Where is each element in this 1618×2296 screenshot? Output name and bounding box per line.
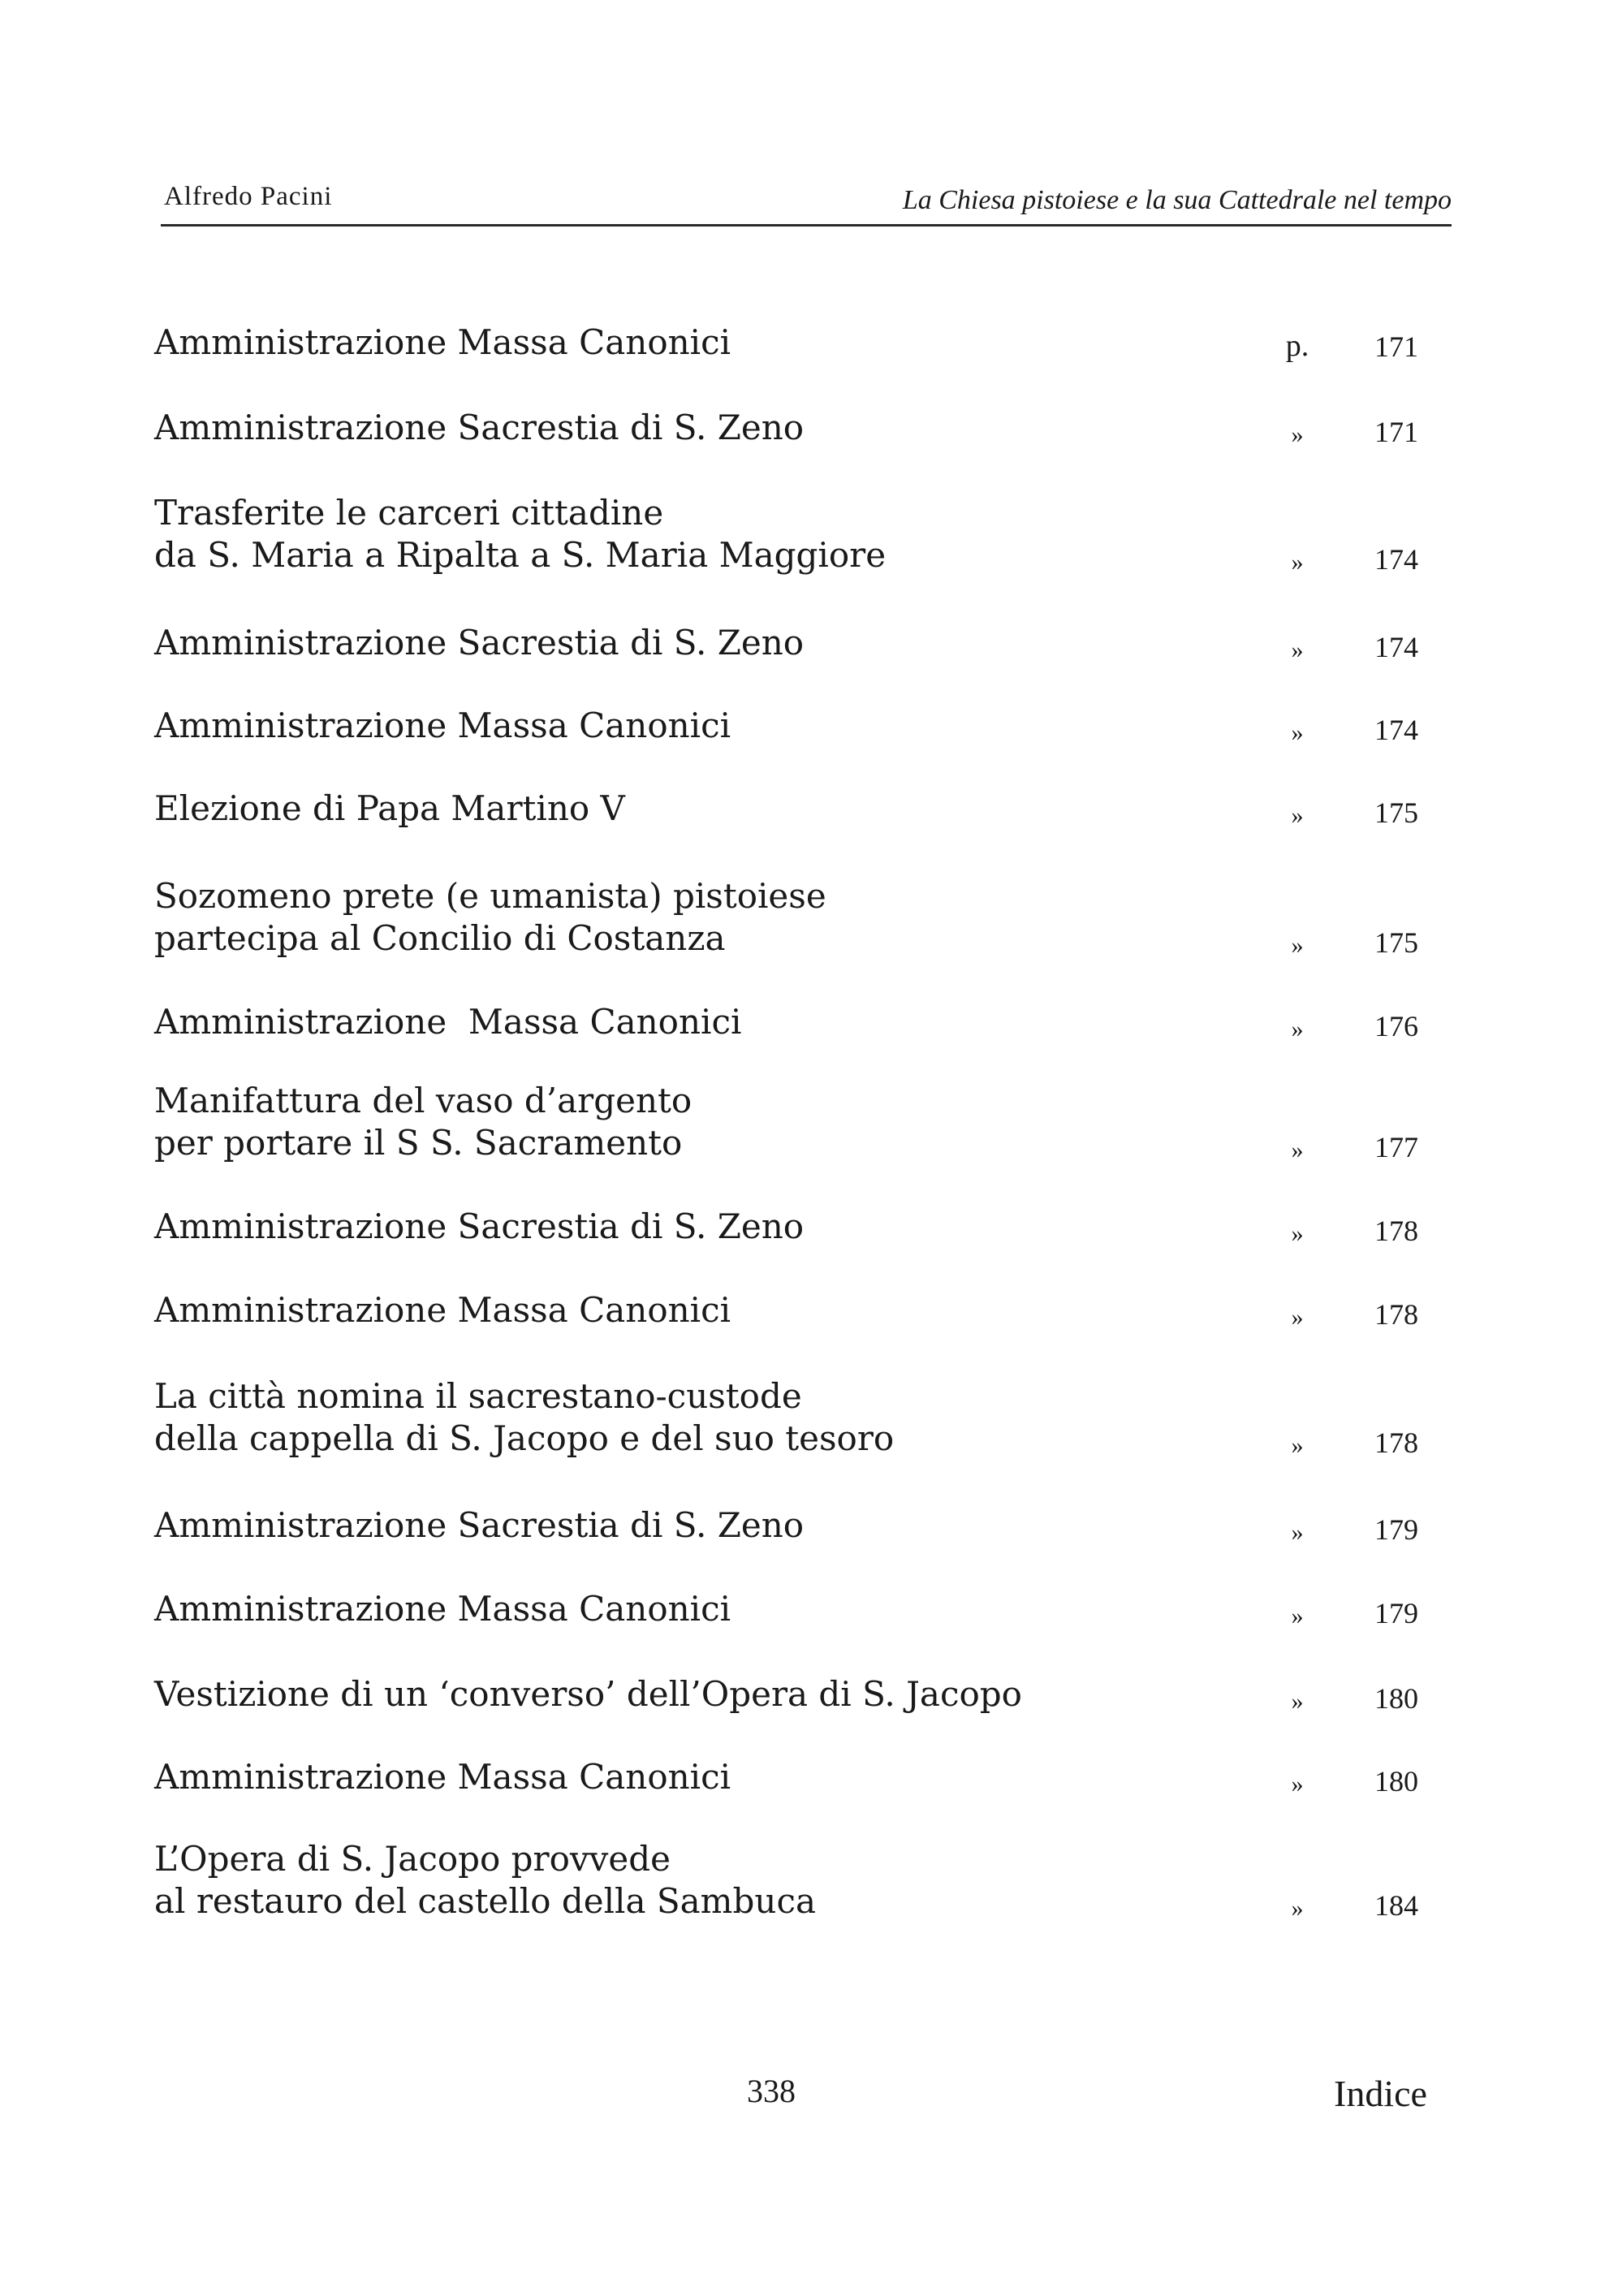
entry-page-marker: » (1291, 802, 1304, 829)
running-header (161, 179, 1452, 227)
entry-page-number: 179 (1374, 1513, 1418, 1546)
entry-page-number: 171 (1374, 416, 1418, 448)
entry-title-line: partecipa al Concilio di Costanza (154, 918, 726, 958)
index-entry (154, 266, 1453, 364)
index-entry (154, 1449, 1453, 1547)
entry-title (154, 492, 886, 576)
entry-page-marker: » (1291, 637, 1304, 663)
index-entry (154, 1825, 1453, 1923)
entry-page-marker: » (1291, 1519, 1304, 1546)
entry-title-line: Amministrazione Massa Canonici (154, 322, 731, 362)
entry-title-line: Trasferite le carceri cittadine (154, 493, 664, 533)
entry-title (154, 407, 804, 449)
page-number: 338 (747, 2073, 796, 2109)
entry-page-marker: p. (1285, 329, 1310, 363)
index-entry (154, 1067, 1453, 1164)
entry-page-marker: » (1291, 932, 1304, 959)
entry-title-line: Manifattura del vaso d’argento (154, 1081, 693, 1120)
entry-page-marker: » (1291, 1603, 1304, 1629)
entry-title-line: Sozomeno prete (e umanista) pistoiese (154, 876, 826, 916)
entry-title (154, 1375, 894, 1460)
entry-page-marker: » (1291, 1220, 1304, 1247)
entry-title-line: per portare il S S. Sacramento (154, 1123, 683, 1163)
entry-page-number: 174 (1374, 543, 1418, 576)
index-entry (154, 1150, 1453, 1248)
entry-title (154, 1838, 816, 1923)
entry-title-line: Amministrazione Sacrestia di S. Zeno (154, 623, 805, 662)
entry-page-number: 180 (1374, 1765, 1418, 1798)
entry-page-number: 178 (1374, 1298, 1418, 1331)
entry-page-number: 180 (1374, 1682, 1418, 1715)
entry-title (154, 1289, 731, 1331)
entry-title-line: Amministrazione Massa Canonici (154, 706, 731, 745)
entry-title-line: La città nomina il sacrestano-custode (154, 1376, 802, 1416)
entry-page-number: 178 (1374, 1215, 1418, 1247)
entry-page-marker: » (1291, 1304, 1304, 1331)
entry-page-number: 175 (1374, 796, 1418, 829)
entry-title (154, 1756, 731, 1798)
entry-title-line: Amministrazione Massa Canonici (154, 1757, 731, 1797)
section-label: Indice (1334, 2073, 1427, 2114)
index-entry (154, 1533, 1453, 1630)
header-title: La Chiesa pistoiese e la sua Cattedrale nel tempo (902, 185, 1452, 215)
index-entry (154, 946, 1453, 1043)
entry-page-marker: » (1291, 719, 1304, 746)
entry-title-line: Amministrazione Massa Canonici (154, 1002, 742, 1042)
entry-title-line: Amministrazione Massa Canonici (154, 1589, 731, 1629)
entry-page-marker: » (1291, 1432, 1304, 1459)
entry-title-line: L’Opera di S. Jacopo provvede (154, 1839, 671, 1879)
entry-title-line: della cappella di S. Jacopo e del suo tesoro (154, 1418, 895, 1458)
entry-page-marker: » (1291, 1016, 1304, 1042)
index-entry (154, 479, 1453, 576)
entry-page-number: 176 (1374, 1010, 1418, 1042)
entry-title-line: Amministrazione Massa Canonici (154, 1290, 731, 1330)
entry-page-marker: » (1291, 549, 1304, 576)
index-entry (154, 352, 1453, 449)
entry-page-number: 175 (1374, 926, 1418, 959)
entry-page-number: 184 (1374, 1889, 1418, 1922)
entry-title-line: Elezione di Papa Martino V (154, 788, 625, 828)
entry-title-line: Vestizione di un ‘converso’ dell’Opera di S. Jacopo (154, 1674, 1022, 1714)
entry-page-number: 179 (1374, 1597, 1418, 1629)
entry-page-marker: » (1291, 421, 1304, 448)
entry-title-line: da S. Maria a Ripalta a S. Maria Maggiore (154, 535, 887, 575)
entry-page-marker: » (1291, 1688, 1304, 1715)
entry-title-line: Amministrazione Sacrestia di S. Zeno (154, 1206, 805, 1246)
entry-page-number: 174 (1374, 714, 1418, 746)
index-entry (154, 862, 1453, 960)
index-entry (154, 1701, 1453, 1798)
entry-page-marker: » (1291, 1771, 1304, 1798)
index-entry (154, 1234, 1453, 1331)
entry-title-line: Amministrazione Sacrestia di S. Zeno (154, 408, 805, 447)
entry-page-number: 174 (1374, 631, 1418, 663)
entry-page-number: 178 (1374, 1426, 1418, 1459)
entry-title (154, 788, 625, 830)
entry-title-line: Amministrazione Sacrestia di S. Zeno (154, 1505, 805, 1545)
header-author: Alfredo Pacini (164, 182, 333, 211)
entry-page-marker: » (1291, 1137, 1304, 1163)
entry-page-number: 171 (1374, 330, 1418, 363)
entry-title (154, 1001, 741, 1043)
entry-page-number: 177 (1374, 1131, 1418, 1163)
entry-title-line: al restauro del castello della Sambuca (154, 1881, 817, 1921)
index-entry (154, 732, 1453, 830)
entry-page-marker: » (1291, 1895, 1304, 1922)
index-entry (154, 1362, 1453, 1460)
